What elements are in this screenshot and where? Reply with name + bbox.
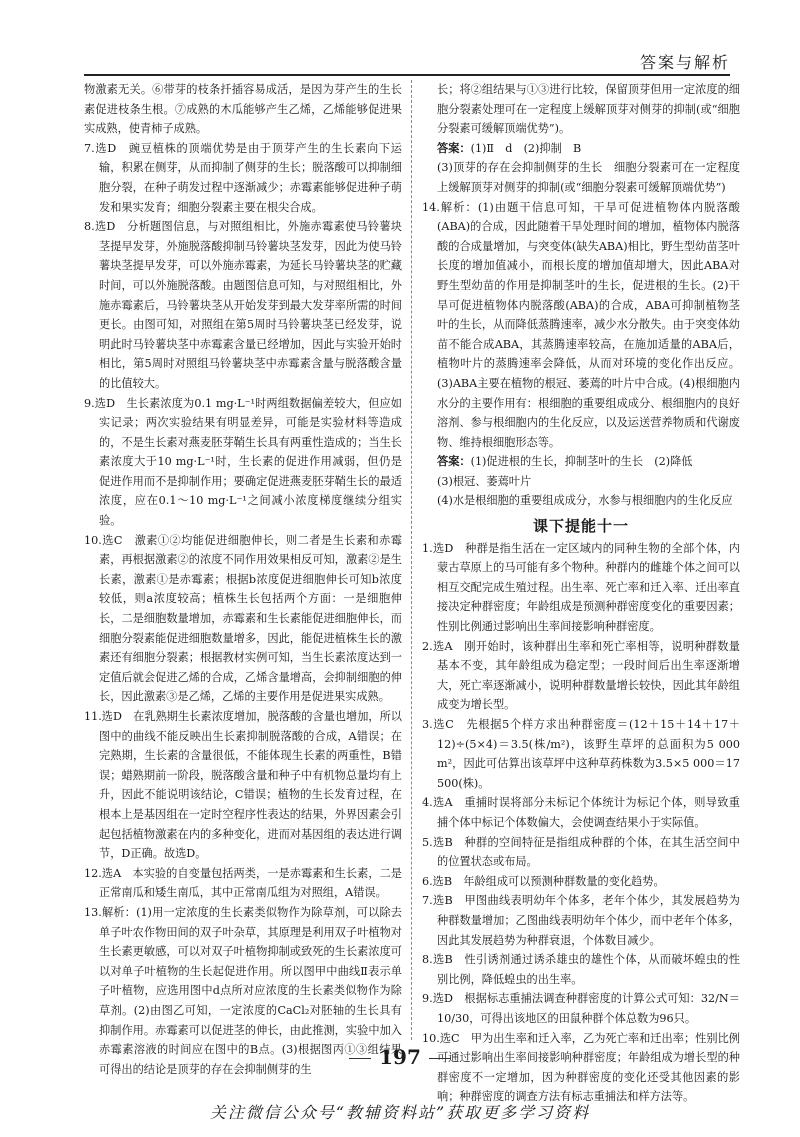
- answer-13-part-1: (1)Ⅱ d (2)抑制 B: [470, 141, 582, 155]
- answer-14-line-2: (3)根冠、萎蔫叶片: [437, 474, 532, 488]
- footer-note: 关注微信公众号“教辅资料站”获取更多学习资料: [209, 1103, 591, 1122]
- answer-13-label: 答案：: [437, 140, 471, 155]
- answer-item-13: 13.解析：(1)用一定浓度的生长素类似物作为除草剂，可以除去单子叶农作物田间的双子叶杂草，其原理是利用双子叶植物对生长素更敏感，可以对双子叶植物抑制或致死的生长素浓度可以对单子叶植物的生长起促进作用。所以图甲中曲线Ⅱ表示单子叶植物，应选用图中d点所对应浓度的生长素类似物作为除草剂。(2)由图乙可知，一定浓度的CaCl₂对胚轴的生长具有抑制作用。赤霉素可以促进茎的伸长，由此推测，实验中加入赤霉素溶液的时间应在图中的B点。(3)根据图丙①③组结果可得出的结论是顶芽的存在会抑制侧芽的生: [84, 905, 402, 1076]
- column-divider: [411, 80, 412, 1040]
- answer-item-7: 7.选D 豌豆植株的顶端优势是由于顶芽产生的生长素向下运输，积累在侧芽，从而抑制了侧芽的生长；脱落酸可以抑制细胞分裂，在种子萌发过程中逐渐减少；赤霉素能够促进种子萌发和果实发育；细胞分裂素主要在根尖合成。: [84, 141, 402, 214]
- answer-14-part-1: (1)促进根的生长，抑制茎叶的生长 (2)降低: [470, 455, 693, 469]
- section-item-7: 7.选B 甲图曲线表明幼年个体多，老年个体少，其发展趋势为种群数量增加；乙图曲线表明幼年个体少，而中老年个体多，因此其发展趋势为种群衰退，个体数目减少。: [422, 894, 740, 947]
- section-item-2: 2.选A 刚开始时，该种群出生率和死亡率相等，说明种群数量基本不变，其年龄组成为稳定型；一段时间后出生率逐渐增大，死亡率逐渐减小，说明种群数量增长较快，因此其年龄组成变为增长型。: [422, 639, 740, 712]
- section-item-8: 8.选B 性引诱剂通过诱杀雄虫的雄性个体，从而破坏蝗虫的性别比例，降低蝗虫的出生率。: [422, 953, 740, 986]
- page-number-dash-right: [429, 1058, 451, 1059]
- section-item-3: 3.选C 先根据5个样方求出种群密度＝(12＋15＋14＋17＋12)÷(5×4)＝3.5(株/m²)，该野生草坪的总面积为5 000 m²，因此可估算出该草坪中这种草药株数为3.5×5 000＝17 500(株)。: [422, 718, 740, 790]
- answer-item-9: 9.选D 生长素浓度为0.1 mg·L⁻¹时两组数据偏差较大，但应如实记录；两次实验结果有明显差异，可能是实验材料等造成的，不是生长素对燕麦胚芽鞘生长具有两重性造成的；当生长素浓度大于10 mg·L⁻¹时，生长素的促进作用减弱，但仍是促进作用而不是抑制作用；要确定促进燕麦胚芽鞘生长的最适浓度，应在0.1～10 mg·L⁻¹之间减小浓度梯度继续分组实验。: [84, 396, 402, 528]
- answer-item-12: 12.选A 本实验的自变量包括两类，一是赤霉素和生长素，二是正常南瓜和矮生南瓜，其中正常南瓜组为对照组，A错误。: [84, 866, 402, 900]
- section-item-5: 5.选B 种群的空间特征是指组成种群的个体，在其生活空间中的位置状态或布局。: [422, 835, 740, 869]
- right-continuation: 长；将②组结果与①③进行比较，保留顶芽但用一定浓度的细胞分裂素处理可在一定程度上缓解顶芽对侧芽的抑制(或“细胞分裂素可缓解顶端优势”)。: [437, 83, 740, 136]
- section-item-10: 10.选C 甲为出生率和迁入率，乙为死亡率和迁出率；性别比例可通过影响出生率间接影响种群密度；年龄组成为增长型的种群密度不一定增加，因为种群密度的变化还受其他因素的影响；种群密度的调查方法有标志重捕法和样方法等。: [422, 1031, 740, 1104]
- answer-14-line-3: (4)水是根细胞的重要组成成分，水参与根细胞内的生化反应: [437, 494, 733, 508]
- answer-13-line-2: (3)顶芽的存在会抑制侧芽的生长 细胞分裂素可在一定程度上缓解顶芽对侧芽的抑制(或“细胞分裂素可缓解顶端优势”): [437, 161, 740, 194]
- right-column: [422, 80, 740, 1104]
- answer-item-10: 10.选C 激素①②均能促进细胞伸长，则二者是生长素和赤霉素，再根据激素②的浓度不同作用效果相反可知，激素②是生长素，激素①是赤霉素；根据b浓度促进细胞伸长可知b浓度较低，则a浓度较高；植株生长包括两个方面：一是细胞伸长，二是细胞数量增加，赤霉素和生长素能促进细胞伸长，而细胞分裂素能促进细胞数量增多，因此，能促进植株生长的激素还有细胞分裂素；根据教材实例可知，当生长素浓度达到一定值后就会促进乙烯的合成，乙烯含量增高，会抑制细胞的伸长，因此激素③是乙烯，乙烯的主要作用是促进果实成熟。: [84, 533, 402, 704]
- answer-14-label: 答案：: [437, 454, 471, 469]
- page-number: 197: [379, 1045, 421, 1069]
- section-item-9: 9.选D 根据标志重捕法调查种群密度的计算公式可知：32/N＝10/30，可得出该地区的田鼠种群个体总数为96只。: [422, 992, 740, 1025]
- page-header: [84, 40, 730, 76]
- answer-item-11: 11.选D 在乳熟期生长素浓度增加，脱落酸的含量也增加，所以图中的曲线不能反映出生长素抑制脱落酸的合成，A错误；在完熟期，生长素的含量很低，不能体现生长素的两重性，B错误；蜡熟期前一阶段，脱落酸含量和种子中有机物总量均有上升，因此不能说明该结论，C错误；植物的生长发育过程，在根本上是基因组在一定时空程序性表达的结果，外界因素会引起包括植物激素在内的多种变化，进而对基因组的表达进行调节，D正确。故选D。: [84, 710, 402, 861]
- answer-13-line-1: [422, 139, 740, 159]
- section-item-6: 6.选B 年龄组成可以预测种群数量的变化趋势。: [422, 874, 665, 888]
- section-title: 课下提能十一: [532, 517, 629, 536]
- header-title: 答案与解析: [639, 53, 730, 72]
- left-continuation: 物激素无关。⑥带芽的枝条扦插容易成活，是因为芽产生的生长素促进枝条生根。⑦成熟的木瓜能够产生乙烯，乙烯能够促进果实成熟，使青柿子成熟。: [84, 83, 402, 136]
- answer-14-line-1: [422, 452, 740, 472]
- page-number-row: [0, 1045, 800, 1069]
- answer-item-8: 8.选D 分析题图信息，与对照组相比，外施赤霉素使马铃薯块茎提早发芽，外施脱落酸抑制马铃薯块茎发芽，因此为使马铃薯块茎提早发芽，可以外施赤霉素，为延长马铃薯块茎的贮藏时间，可以外施脱落酸。由题图信息可知，与对照组相比，外施赤霉素后，马铃薯块茎从开始发芽到最大发芽率所需的时间更长。由图可知，对照组在第5周时马铃薯块茎已经发芽，说明此时马铃薯块茎中赤霉素含量已经增加，因此与实验开始时相比，第5周时对照组马铃薯块茎中赤霉素含量与脱落酸含量的比值较大。: [84, 220, 402, 390]
- answer-item-14: 14.解析：(1)由题干信息可知，干旱可促进植物体内脱落酸(ABA)的合成，因此随着干旱处理时间的增加，植物体内脱落酸的合成量增加，与突变体(缺失ABA)相比，野生型幼苗茎叶长度的增加值减小，而根长度的增加值却增大，因此ABA对野生型幼苗的作用是抑制茎叶的生长，促进根的生长。(2)干旱可促进植物体内脱落酸(ABA)的合成，ABA可抑制植物茎叶的生长，从而降低蒸腾速率，减少水分散失。由于突变体幼苗不能合成ABA，其蒸腾速率较高，在施加适量的ABA后，植物叶片的蒸腾速率会降低，从而对环境的变化作出反应。(3)ABA主要在植物的根冠、萎蔫的叶片中合成。(4)根细胞内水分的主要作用有：根细胞的重要组成成分、根细胞内的良好溶剂、参与根细胞内的生化反应，以及运送营养物质和代谢废物、维持根细胞形态等。: [422, 200, 740, 449]
- section-item-4: 4.选A 重捕时误将部分未标记个体统计为标记个体，则导致重捕个体中标记个体数偏大，会使调查结果小于实际值。: [422, 796, 740, 829]
- page-number-dash-left: [349, 1058, 371, 1059]
- section-item-1: 1.选D 种群是指生活在一定区域内的同种生物的全部个体，内蒙古草原上的马可能有多个物种。种群内的雌雄个体之间可以相互交配完成生殖过程。出生率、死亡率和迁入率、迁出率直接决定种群密度；年龄组成是预测种群密度变化的重要因素；性别比例通过影响出生率间接影响种群密度。: [422, 541, 740, 634]
